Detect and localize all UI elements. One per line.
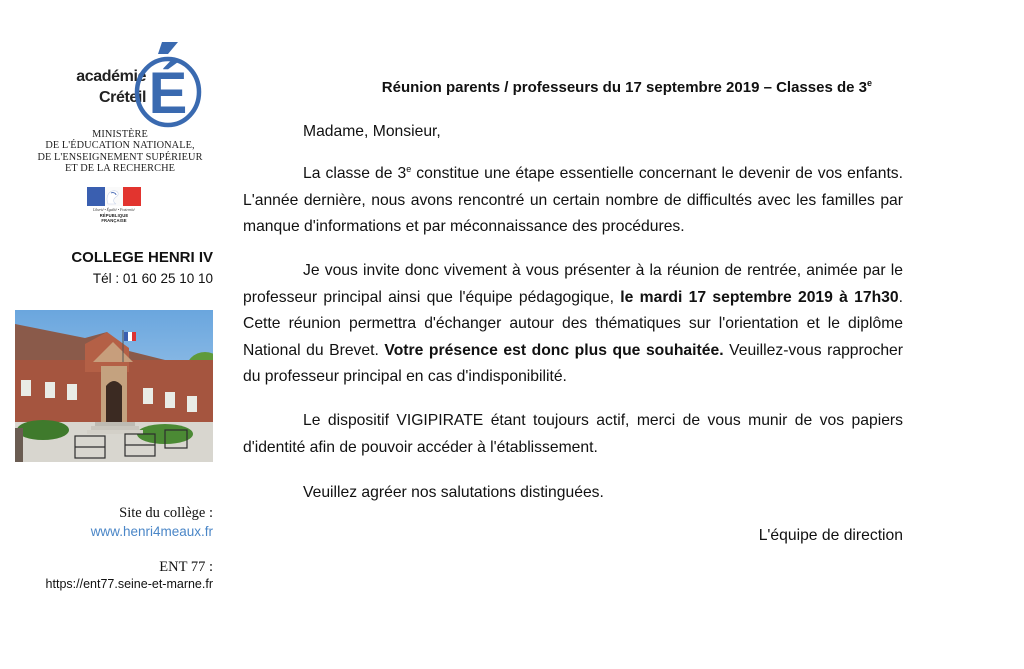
college-name: COLLEGE HENRI IV [71, 249, 213, 266]
logo-creteil-text: Créteil [99, 89, 146, 106]
ent-label: ENT 77 : [159, 559, 213, 575]
p1-text-b: constitue une étape essentielle concernant le devenir de vos enfants. L'année dernière, nous avons rencontré un certain nombre de difficultés avec les familles par manque d'informations et par méconnaissance des procédures. [243, 165, 904, 235]
salutation: Madame, Monsieur, [303, 123, 441, 140]
paragraph-2 [243, 258, 903, 391]
ministere-line: MINISTÈRE [92, 129, 148, 140]
college-phone: Tél : 01 60 25 10 10 [92, 271, 213, 286]
letter-title-text: Réunion parents / professeurs du 17 septembre 2019 – Classes de 3 [381, 79, 867, 96]
site-label: Site du collège : [119, 505, 213, 521]
ministere-line: ET DE LA RECHERCHE [64, 163, 175, 175]
ent-link[interactable]: https://ent77.seine-et-marne.fr [45, 577, 213, 591]
p2-bold-date: le mardi 17 septembre 2019 à 17h30 [620, 288, 899, 306]
paragraph-3: Le dispositif VIGIPIRATE étant toujours actif, merci de vous munir de vos papiers d'identité afin de pouvoir accéder à l'établissement. [243, 412, 903, 456]
ministere-block [20, 129, 220, 175]
p1-text-a: La classe de 3 [303, 165, 407, 182]
marianne-icon [100, 189, 126, 205]
site-link[interactable]: www.henri4meaux.fr [90, 524, 213, 539]
p2-text-b: . Cette réunion permettra d'échanger autour des thématiques sur l'orientation et le diplôme National du Brevet. [243, 288, 903, 359]
logo-academie-text: académie [76, 68, 146, 85]
closing: Veuillez agréer nos salutations distinguées. [303, 484, 604, 501]
ministere-line: DE L'ENSEIGNEMENT SUPÉRIEUR [37, 151, 203, 163]
ministere-line: DE L'ÉDUCATION NATIONALE, [45, 140, 195, 152]
academie-e-emblem-icon [132, 40, 204, 128]
letter-title-sup: e [866, 78, 872, 88]
republique-francaise-logo [87, 187, 141, 223]
paragraph-1 [243, 161, 903, 241]
signature: L'équipe de direction [758, 527, 903, 544]
college-building-photo [15, 310, 213, 462]
p2-text-c: Veuillez-vous rapprocher du professeur principal en cas d'indisponibilité. [243, 341, 904, 385]
p1-sup: e [406, 164, 412, 174]
devise-text: Liberté • Égalité • Fraternité [93, 208, 135, 212]
p2-text-a: Je vous invite donc vivement à vous présenter à la réunion de rentrée, animée par le professeur principal ainsi que l'équipe pédagogique, [243, 262, 903, 306]
p2-bold-presence: Votre présence est donc plus que souhaitée. [384, 341, 724, 359]
letter-title [240, 79, 903, 96]
logo-e-letter: É [148, 61, 188, 126]
academie-creteil-logo [70, 36, 210, 128]
republique-francaise-text: RÉPUBLIQUE FRANÇAISE [99, 213, 129, 223]
